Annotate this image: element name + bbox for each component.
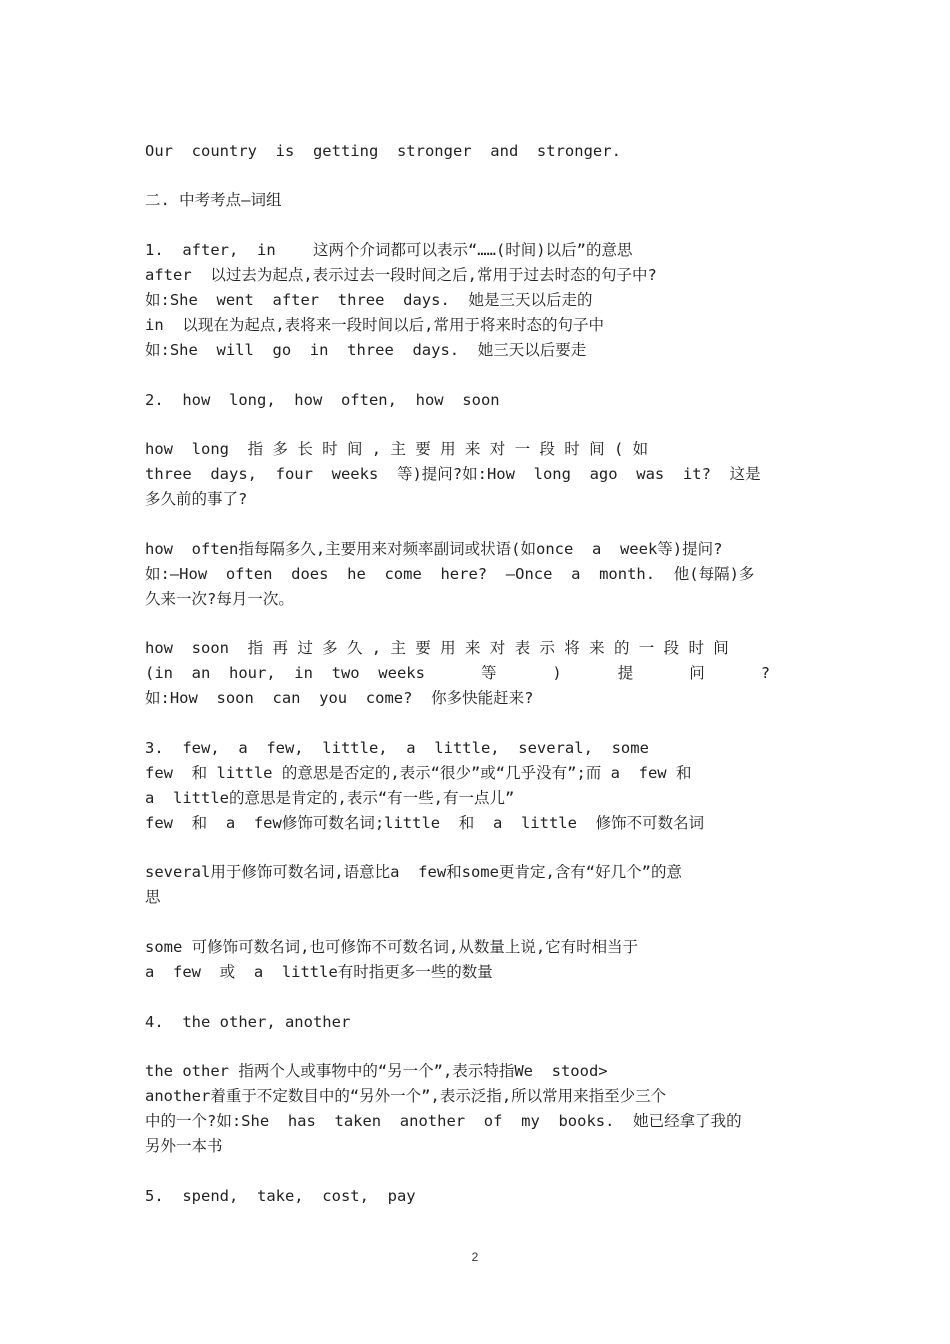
text-line: 如:—How often does he come here? —Once a month. 他(每隔)多 [145,565,755,583]
item-heading: 1. after, in 这两个介词都可以表示“……(时间)以后”的意思 [145,241,633,259]
text-line: 思 [145,888,161,906]
item-heading: 3. few, a few, little, a little, several, some [145,739,649,757]
text-line: 如:She will go in three days. 她三天以后要走 [145,341,587,359]
page-number: 2 [471,1250,479,1264]
text-line: three days, four weeks 等)提问?如:How long ago was it? 这是 [145,465,761,483]
text-line: (in an hour, in two weeks 等 ) 提 问 ? [145,664,771,682]
text-line: how long 指 多 长 时 间 , 主 要 用 来 对 一 段 时 间 ( 如 [145,440,649,458]
text-line: 中的一个?如:She has taken another of my books. 她已经拿了我的 [145,1112,742,1130]
text-line: another着重于不定数目中的“另外一个”,表示泛指,所以常用来指至少三个 [145,1087,667,1105]
text-line: 另外一本书 [145,1137,223,1155]
text-line: how soon 指 再 过 多 久 , 主 要 用 来 对 表 示 将 来 的 一 段 时 间 [145,639,729,657]
item-heading: 2. how long, how often, how soon [145,391,500,409]
text-line: how often指每隔多久,主要用来对频率副词或状语(如once a week等)提问? [145,540,723,558]
text-line: a little的意思是肯定的,表示“有一些,有一点儿” [145,789,515,807]
text-line: Our country is getting stronger and stronger. [145,142,621,160]
text-line: few 和 little 的意思是否定的,表示“很少”或“几乎没有”;而 a few 和 [145,764,692,782]
text-line: a few 或 a little有时指更多一些的数量 [145,963,493,981]
text-line: after 以过去为起点,表示过去一段时间之后,常用于过去时态的句子中? [145,266,657,284]
text-line: 如:She went after three days. 她是三天以后走的 [145,291,593,309]
section-heading: 二. 中考考点—词组 [145,191,282,209]
text-line: some 可修饰可数名词,也可修饰不可数名词,从数量上说,它有时相当于 [145,938,639,956]
text-line: 久来一次?每月一次。 [145,590,294,608]
text-line: in 以现在为起点,表将来一段时间以后,常用于将来时态的句子中 [145,316,604,334]
text-line: 如:How soon can you come? 你多快能赶来? [145,689,534,707]
text-line: 多久前的事了? [145,490,248,508]
text-line: the other 指两个人或事物中的“另一个”,表示特指We stood> [145,1062,608,1080]
text-line: few 和 a few修饰可数名词;little 和 a little 修饰不可数名词 [145,814,705,832]
item-heading: 5. spend, take, cost, pay [145,1187,416,1205]
text-line: several用于修饰可数名词,语意比a few和some更肯定,含有“好几个”的意 [145,863,682,881]
item-heading: 4. the other, another [145,1013,351,1031]
